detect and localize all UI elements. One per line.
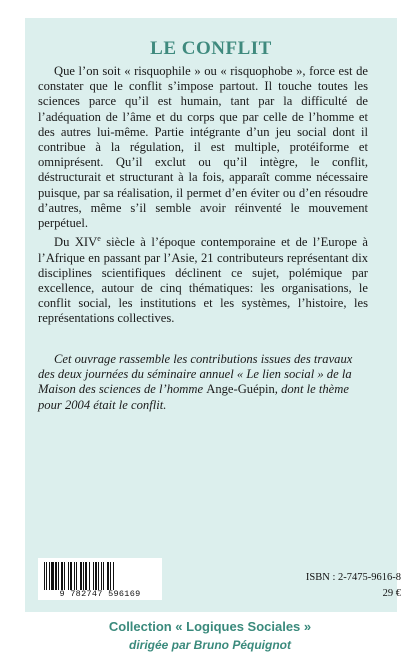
seminar-note-part1: Cet ouvrage rassemble les contributions issues des travaux des deux journées du séminaire annuel « Le lien social » de la Maison des sciences de l’homme xyxy=(38,352,353,397)
barcode xyxy=(38,558,162,600)
seminar-note-name: Ange-Guépin xyxy=(206,382,275,397)
blurb xyxy=(38,64,368,327)
barcode-number: 9 782747 596169 xyxy=(59,589,141,599)
collection-editor: dirigée par Bruno Péquignot xyxy=(128,638,291,652)
seminar-note-part2: , dont le thème pour 2004 était le conflit. xyxy=(38,382,349,412)
seminar-note xyxy=(38,352,368,413)
book-title: LE CONFLIT xyxy=(150,38,272,59)
barcode-bars xyxy=(44,562,156,590)
collection-footer xyxy=(0,616,420,662)
price: 29 € xyxy=(382,588,401,599)
collection-name: Collection « Logiques Sociales » xyxy=(108,619,312,634)
isbn: ISBN : 2-7475-9616-8 xyxy=(305,572,401,583)
blurb-paragraph-1: Que l’on soit « risquophile » ou « risquophobe », force est de constater que le conflit s’impose partout. Il touche toutes les sciences parce qu’il est humain, tant par la difficulté de l’adéquation de l’âme et du corps que par celle de l’homme et des autres lui-même. Partie intégrante d’un jeu social dont il contribue à la régulation, il est multiple, protéiforme et omniprésent. Qu’il exclut ou qu’il intègre, le conflit, déstructurait et structurant à la fois, apparaît comme nécessaire puisque, par sa réalisation, il permet d’en éviter ou d’en résoudre d’autres, même s’il semble avoir réinventé le mouvement perpétuel. xyxy=(38,64,368,231)
blurb-paragraph-2: Du XIVe siècle à l’époque contemporaine et de l’Europe à l’Afrique en passant par l’Asie, 21 contributeurs représentant dix disciplines scientifiques déclinent ce sujet, polémique par excellence, autour de cinq thématiques: les organisations, le conflit social, les institutions et les systèmes, l’histoire, les représentations collectives. xyxy=(38,234,368,326)
